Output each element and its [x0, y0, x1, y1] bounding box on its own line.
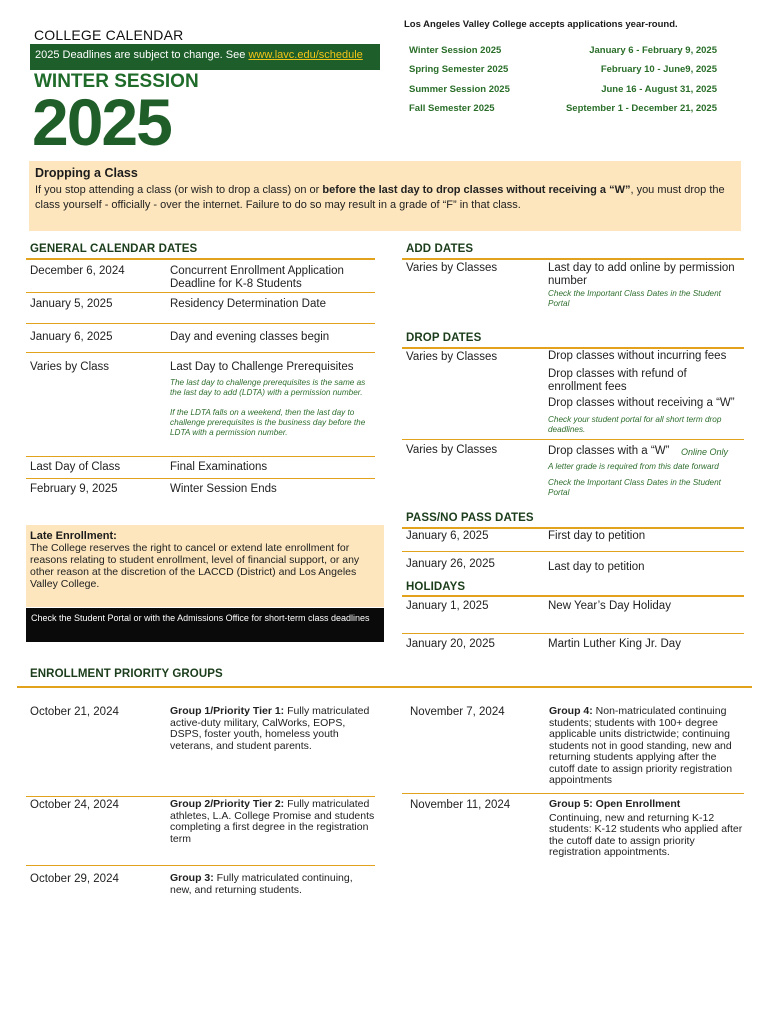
dropping-text-b: , you must drop the class yourself - officially - over the internet. Failure to do so may result in a grade of “F” in that class. — [35, 184, 725, 211]
priority-left-date-1: October 24, 2024 — [30, 799, 119, 811]
session-name: Fall Semester 2025 — [409, 103, 495, 114]
holiday-date-0: January 1, 2025 — [406, 600, 489, 612]
general-rule — [26, 258, 375, 260]
priority-divider — [26, 796, 375, 797]
group-label: Group 3: — [170, 872, 214, 884]
add-desc: Last day to add online by permission number — [548, 262, 735, 287]
holidays-rule — [402, 595, 744, 597]
general-divider — [26, 478, 375, 479]
general-date-1: January 5, 2025 — [30, 298, 113, 310]
pass-date-0: January 6, 2025 — [406, 530, 489, 542]
priority-rule — [17, 686, 752, 688]
holiday-desc-1: Martin Luther King Jr. Day — [548, 638, 681, 650]
dropping-text-a: If you stop attending a class (or wish to drop a class) on or — [35, 184, 323, 196]
drop-note-1: Check your student portal for all short term drop deadlines. — [548, 415, 722, 434]
general-divider — [26, 456, 375, 457]
add-date: Varies by Classes — [406, 262, 498, 274]
group-text: Fully matriculated active-duty military, CalWorks, EOPS, DSPS, foster youth, homeless youth veterans, and student parents. — [170, 705, 370, 752]
late-enrollment-text: The College reserves the right to cancel or extend late enrollment for reasons relating to student enrollment, level of financial support, or any other reason at the discretion of the LACCD (District) and Los Angeles Valley College. — [30, 542, 360, 590]
drop-item-2: Drop classes with refund of enrollment fees — [548, 368, 687, 393]
priority-left-text-0 — [170, 706, 375, 752]
group-text: Fully matriculated athletes, L.A. College Promise and students completing a first degree in the registration term — [170, 798, 375, 845]
add-rule — [402, 258, 744, 260]
general-date-3: Varies by Class — [30, 361, 110, 373]
pass-rule — [402, 527, 744, 529]
general-desc-0: Concurrent Enrollment Application Deadline for K-8 Students — [170, 265, 344, 290]
priority-left-date-2: October 29, 2024 — [30, 873, 119, 885]
priority-divider — [26, 865, 375, 866]
drop-item-1: Drop classes without incurring fees — [548, 350, 727, 362]
dropping-title: Dropping a Class — [35, 166, 138, 180]
session-dates: June 16 - August 31, 2025 — [601, 84, 717, 95]
session-dates: January 6 - February 9, 2025 — [589, 45, 717, 56]
late-enrollment-box — [26, 525, 384, 607]
session-dates: September 1 - December 21, 2025 — [565, 103, 717, 114]
group-text: Continuing, new and returning K-12 students: K-12 students who applied after the cutoff date to assign priority registration appointments. — [549, 811, 743, 858]
general-heading: GENERAL CALENDAR DATES — [30, 243, 198, 255]
group-label: Group 5: Open Enrollment — [549, 798, 681, 810]
dropping-box — [29, 161, 741, 231]
group-label: Group 1/Priority Tier 1: — [170, 705, 285, 717]
general-desc-1: Residency Determination Date — [170, 298, 326, 310]
session-name: Winter Session 2025 — [409, 45, 502, 56]
general-desc-3: Last Day to Challenge Prerequisites — [170, 361, 354, 373]
pass-date-1: January 26, 2025 — [406, 558, 495, 570]
deadline-note: 2025 Deadlines are subject to change. See — [35, 49, 249, 61]
session-label: WINTER SESSION — [34, 71, 199, 92]
priority-right-date-0: November 7, 2024 — [410, 706, 505, 718]
dropping-text — [35, 183, 737, 213]
holidays-heading: HOLIDAYS — [406, 581, 466, 593]
priority-divider — [402, 793, 744, 794]
group-label: Group 4: — [549, 705, 593, 717]
session-name: Spring Semester 2025 — [409, 64, 509, 75]
drop-date-2: Varies by Classes — [406, 444, 498, 456]
pass-divider — [402, 551, 744, 552]
general-date-2: January 6, 2025 — [30, 331, 113, 343]
prereq-note-2: If the LDTA falls on a weekend, then the last day to challenge prerequisites is the business day before the LDTA with a permission number. — [170, 408, 366, 437]
pass-desc-1: Last day to petition — [548, 561, 645, 573]
priority-left-text-1 — [170, 799, 375, 845]
general-desc-2: Day and evening classes begin — [170, 331, 330, 343]
session-name: Summer Session 2025 — [409, 84, 510, 95]
schedule-link[interactable]: www.lavc.edu/schedule — [248, 49, 363, 61]
add-heading: ADD DATES — [406, 243, 474, 255]
deadline-banner — [30, 44, 380, 70]
general-desc-4: Final Examinations — [170, 461, 268, 473]
applications-note: Los Angeles Valley College accepts applications year-round. — [404, 19, 678, 30]
pass-desc-0: First day to petition — [548, 530, 646, 542]
priority-left-text-2 — [170, 873, 375, 896]
general-divider — [26, 323, 375, 324]
general-date-0: December 6, 2024 — [30, 265, 125, 277]
year-title: 2025 — [32, 85, 171, 159]
priority-right-text-0 — [549, 706, 744, 787]
drop-item-4: Drop classes with a “W” — [548, 445, 670, 457]
pass-heading: PASS/NO PASS DATES — [406, 512, 534, 524]
late-enrollment-title: Late Enrollment: — [30, 530, 117, 542]
general-divider — [26, 292, 375, 293]
priority-right-text-1 — [549, 799, 744, 859]
prereq-note-1: The last day to challenge prerequisites is the same as the last day to add (LDTA) with a permission number. — [170, 378, 366, 397]
drop-note-3: Check the Important Class Dates in the Student Portal — [548, 478, 721, 497]
priority-right-date-1: November 11, 2024 — [410, 799, 511, 811]
short-term-banner: Check the Student Portal or with the Admissions Office for short-term class deadlines — [26, 608, 384, 642]
group-text: Non-matriculated continuing students; students with 100+ degree applicable units districtwide; continuing students not in good standing, new and returning students applying after the cutoff date to assign priority registration appointments — [549, 705, 733, 786]
holiday-desc-0: New Year’s Day Holiday — [548, 600, 671, 612]
holiday-date-1: January 20, 2025 — [406, 638, 495, 650]
dropping-text-bold: before the last day to drop classes without receiving a “W” — [322, 184, 631, 196]
drop-item-3: Drop classes without receiving a “W” — [548, 397, 735, 409]
general-divider — [26, 352, 375, 353]
add-note: Check the Important Class Dates in the Student Portal — [548, 289, 721, 308]
drop-divider — [402, 439, 744, 440]
priority-left-date-0: October 21, 2024 — [30, 706, 119, 718]
online-only-label: Online Only — [681, 447, 729, 457]
general-date-4: Last Day of Class — [30, 461, 121, 473]
session-dates: February 10 - June9, 2025 — [600, 64, 717, 75]
group-label: Group 2/Priority Tier 2: — [170, 798, 285, 810]
drop-rule — [402, 347, 744, 349]
drop-date-1: Varies by Classes — [406, 351, 498, 363]
group-text: Fully matriculated continuing, new, and returning students. — [170, 872, 353, 896]
general-desc-5: Winter Session Ends — [170, 483, 277, 495]
drop-note-2: A letter grade is required from this date forward — [548, 462, 719, 471]
college-calendar-label: COLLEGE CALENDAR — [34, 27, 184, 43]
drop-heading: DROP DATES — [406, 332, 482, 344]
priority-heading: ENROLLMENT PRIORITY GROUPS — [30, 668, 223, 680]
holidays-divider — [402, 633, 744, 634]
general-date-5: February 9, 2025 — [30, 483, 118, 495]
